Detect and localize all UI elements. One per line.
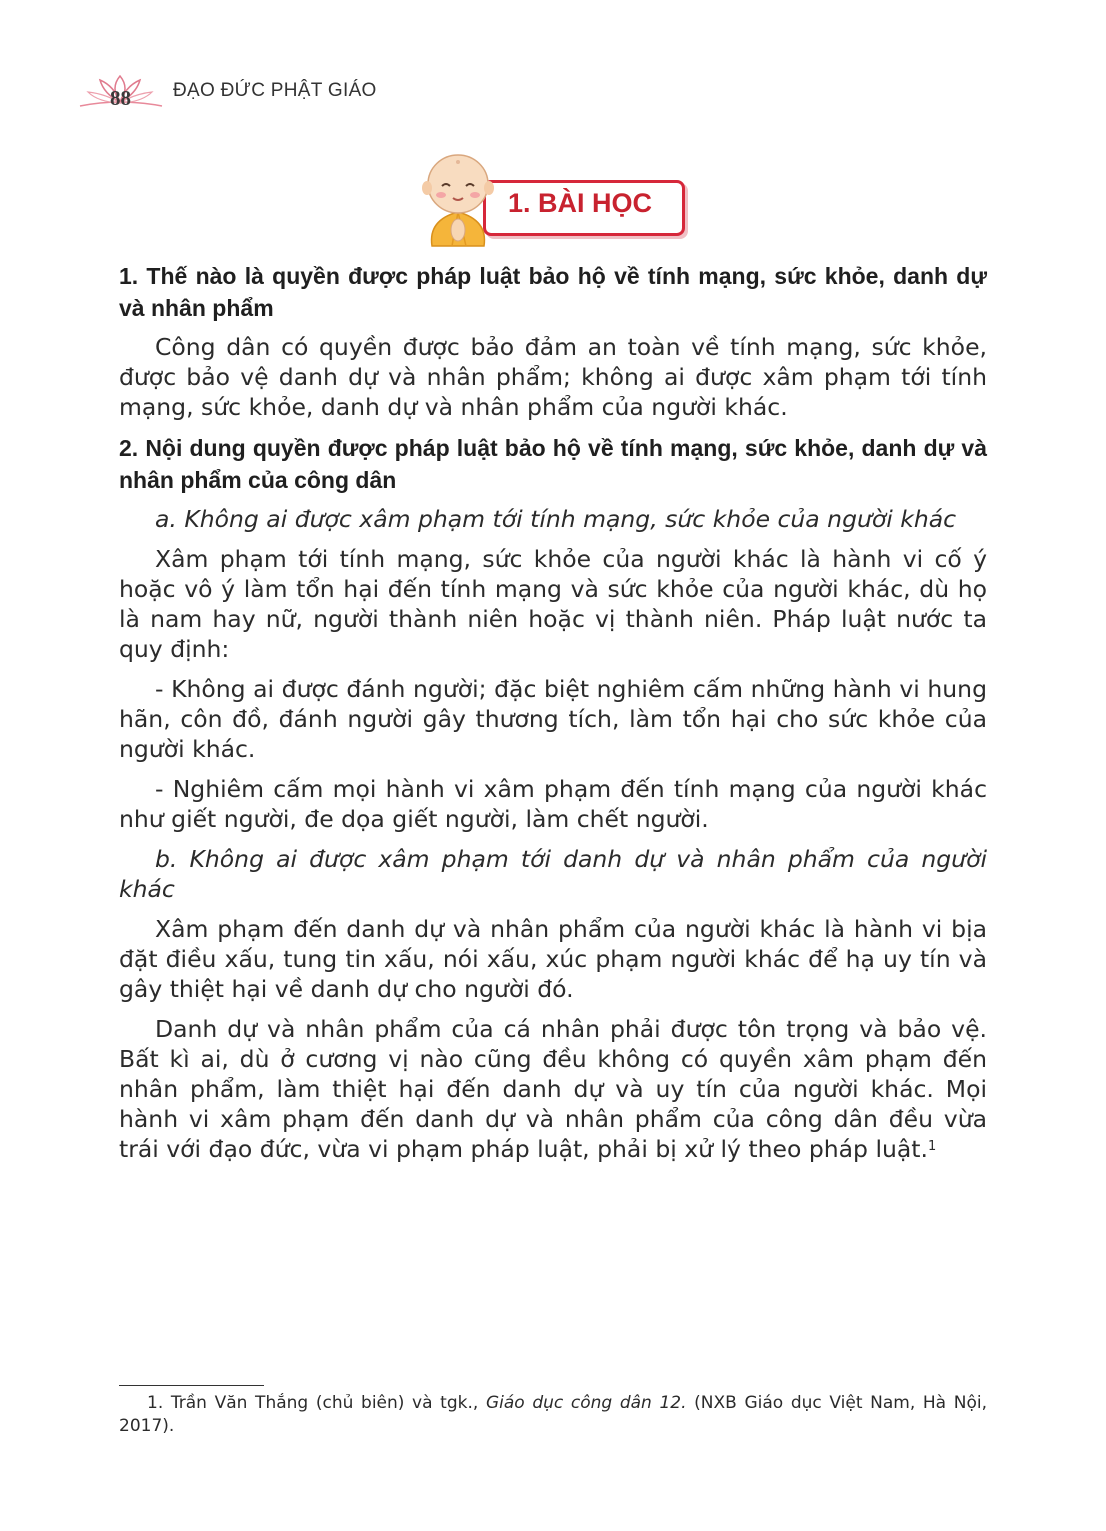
page-number: 88: [110, 86, 131, 110]
subheading-a: a. Không ai được xâm phạm tới tính mạng, sức khỏe của người khác: [155, 505, 957, 533]
subheading-b: b. Không ai được xâm phạm tới danh dự và nhân phẩm của người khác: [119, 845, 987, 903]
running-title: ĐẠO ĐỨC PHẬT GIÁO: [173, 80, 377, 101]
section-heading-2: 2. Nội dung quyền được pháp luật bảo hộ về tính mạng, sức khỏe, danh dự và nhân phẩm của công dân: [119, 435, 987, 493]
lesson-content: [119, 260, 987, 1174]
paragraph: Xâm phạm tới tính mạng, sức khỏe của người khác là hành vi cố ý hoặc vô ý làm tổn hại đến tính mạng và sức khỏe của người khác, dù họ là nam hay nữ, người thành niên hoặc vị thành niên. Pháp luật nước ta quy định:: [119, 545, 987, 663]
paragraph: Xâm phạm đến danh dự và nhân phẩm của người khác là hành vi bịa đặt điều xấu, tung tin xấu, nói xấu, xúc phạm người khác để hạ uy tín và gây thiệt hại về danh dự cho người đó.: [119, 915, 987, 1003]
lesson-badge-label: 1. BÀI HỌC: [508, 188, 653, 218]
section-heading-1: 1. Thế nào là quyền được pháp luật bảo hộ về tính mạng, sức khỏe, danh dự và nhân phẩm: [119, 263, 987, 321]
lesson-badge: [418, 150, 688, 250]
footnote-mark[interactable]: 1: [927, 1139, 937, 1154]
page-header: [70, 72, 470, 112]
monk-mascot-icon: [418, 150, 498, 250]
footnote-prefix: 1. Trần Văn Thắng (chủ biên) và tgk.,: [147, 1393, 486, 1413]
paragraph: - Không ai được đánh người; đặc biệt nghiêm cấm những hành vi hung hãn, côn đồ, đánh người gây thương tích, làm tổn hại cho sức khỏe của người khác.: [119, 675, 987, 763]
paragraph-text: Danh dự và nhân phẩm của cá nhân phải được tôn trọng và bảo vệ. Bất kì ai, dù ở cương vị nào cũng đều không có quyền xâm phạm đến nhân phẩm, làm thiệt hại đến danh dự và uy tín của người khác. Mọi hành vi xâm phạm đến danh dự và nhân phẩm của công dân đều vừa trái với đạo đức, vừa vi phạm pháp luật, phải bị xử lý theo pháp luật.: [119, 1015, 987, 1163]
paragraph: Công dân có quyền được bảo đảm an toàn về tính mạng, sức khỏe, được bảo vệ danh dự và nhân phẩm; không ai được xâm phạm tới tính mạng, sức khỏe, danh dự và nhân phẩm của người khác.: [119, 333, 987, 421]
footnote-divider: [119, 1385, 264, 1386]
paragraph: - Nghiêm cấm mọi hành vi xâm phạm đến tính mạng của người khác như giết người, đe dọa giết người, làm chết người.: [119, 775, 987, 833]
footnote-suffix: (NXB Giáo dục Việt Nam, Hà Nội, 2017).: [119, 1393, 987, 1436]
paragraph-last: [119, 1014, 987, 1164]
footnote-title: Giáo dục công dân 12.: [485, 1393, 687, 1413]
footnote: [119, 1392, 987, 1438]
